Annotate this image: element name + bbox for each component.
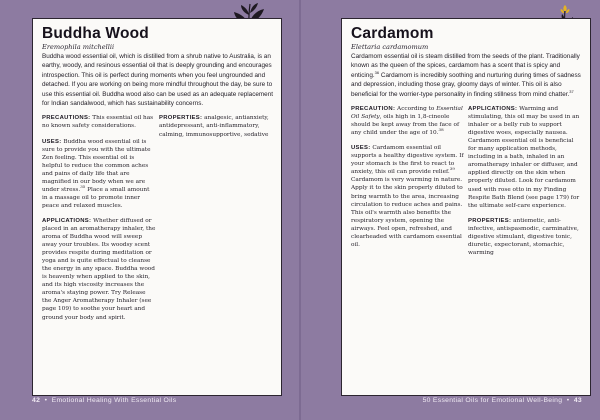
endnote-ref: 36 [374,69,380,75]
section-label: PROPERTIES: [468,217,512,224]
section-text: Warming and stimulating, this oil may be used in an inhaler or a belly rub to support digestive woes, especially nausea. Cardamom essential oil is beneficial for many application methods, including in a bath, inhaled in an aromatherapy inhaler or diffuser, and applied directly on the skin when properly diluted. Look for cardamom used with rose otto in my Finding Respite Bath Blend (see page 179) for the ultimate self-care experience. [468,106,580,209]
running-head: Emotional Healing With Essential Oils [51,397,177,404]
right-column [159,114,273,321]
section-text: According to [397,106,435,113]
buddha-wood-card [32,18,282,396]
endnote-ref: 38 [438,127,444,133]
latin-name: Elettaria cardamomum [351,43,429,51]
section-text: This essential oil has no known safety considerations. [42,115,154,130]
endnote-ref: 37 [569,88,574,94]
section-text: Cardamom is very warming in nature. Apply it to the skin properly diluted to bring warmth to the area, increasing circulation to reduce aches and pains. This oil's warmth also benefits the respiratory system, opening the airways. Feel open, refreshed, and clearheaded with cardamom essential oil. [351,177,463,248]
section-label: USES: [42,138,62,145]
left-page-footer [32,397,176,404]
footer-bullet: • [44,397,48,404]
latin-name: Eremophila mitchellii [42,43,115,51]
properties-section [159,114,273,138]
right-page-footer [423,397,582,404]
section-label: PROPERTIES: [159,115,203,122]
page-number: 43 [573,397,582,404]
section-text: , oils high in 1,8-cineole should be kept away from the face of any child under the age of 10. [351,114,460,137]
endnote-ref: 39 [449,166,455,172]
section-label: APPLICATIONS: [468,106,518,113]
endnote-ref: 35 [80,183,86,189]
properties-section [468,217,582,257]
precautions-section [42,114,156,130]
section-text: Buddha wood essential oil is sure to provide you with the ultimate Zen feeling. This essential oil is helpful to reduce the common aches and pains of daily life that are magnified in our body when we are under stress. [42,138,151,193]
oil-title: Buddha Wood [42,25,149,42]
section-label: APPLICATIONS: [42,217,92,224]
left-column [351,105,465,257]
precaution-section [351,105,465,137]
uses-section [351,144,465,249]
uses-section [42,138,156,210]
section-text: Whether diffused or placed in an aromatherapy inhaler, the aroma of Buddha wood will sweep away your troubles. Its woodsy scent provides respite during meditation or yoga and is quite effectual to cleanse the energy in any space. Buddha wood is heavenly when applied to the skin, and its high viscosity increases the aroma's staying power. Try Release the Anger Aromatherapy Inhaler (see page 109) to soothe your heart and ground your body and spirit. [42,217,156,321]
intro-text: Cardamom is incredibly soothing and nurturing during times of sadness and depression, including those gray, gloomy days of winter. This oil is also beneficial for the worrier-type personality in finding stillness from mind chatter. [351,71,581,98]
left-column [42,114,156,321]
section-text: antiemetic, anti-infective, antispasmodic, carminative, digestive stimulant, digestive tonic, diuretic, expectorant, stomachic, warming [468,217,579,256]
section-label: USES: [351,145,371,152]
book-spine [299,0,301,420]
right-column [468,105,582,257]
page-number: 42 [32,397,41,404]
section-text: analgesic, antianxiety, antidepressant, anti-inflammatory, calming, immunosupportive, sedative [159,115,269,138]
cardamom-card [341,18,591,396]
oil-title: Cardamom [351,25,434,42]
intro-paragraph [351,52,582,99]
intro-paragraph: Buddha wood essential oil, which is distilled from a shrub native to Australia, is an earthy, woody, and resinous essential oil that is deeply grounding and encourages introspection. This oil is perfect during moments when you feel ungrounded and detached. If you are working on being more mindful throughout the day, be sure to use this essential oil. Buddha wood also can be used as an adequate replacement for Indian sandalwood, which has sustainability concerns. [42,53,273,108]
applications-section [42,217,156,322]
section-text: Place a small amount in a massage oil to promote inner peace and relaxed muscles. [42,186,150,209]
running-head: 50 Essential Oils for Emotional Well-Being [422,397,563,404]
applications-section [468,105,582,210]
source-title: Essential Oil Safety [351,106,463,121]
footer-bullet: • [566,397,570,404]
intro-text: Cardamom essential oil is steam distilled from the seeds of the plant. Traditionally known as the queen of the spices, cardamom has a scent that is spicy and enticing. [351,53,580,79]
section-label: PRECAUTIONS: [42,115,91,122]
section-text: Cardamom essential oil supports a healthy digestive system. If your stomach is the first to react to anxiety, this oil can provide relief. [351,145,464,176]
section-label: PRECAUTION: [351,106,396,113]
